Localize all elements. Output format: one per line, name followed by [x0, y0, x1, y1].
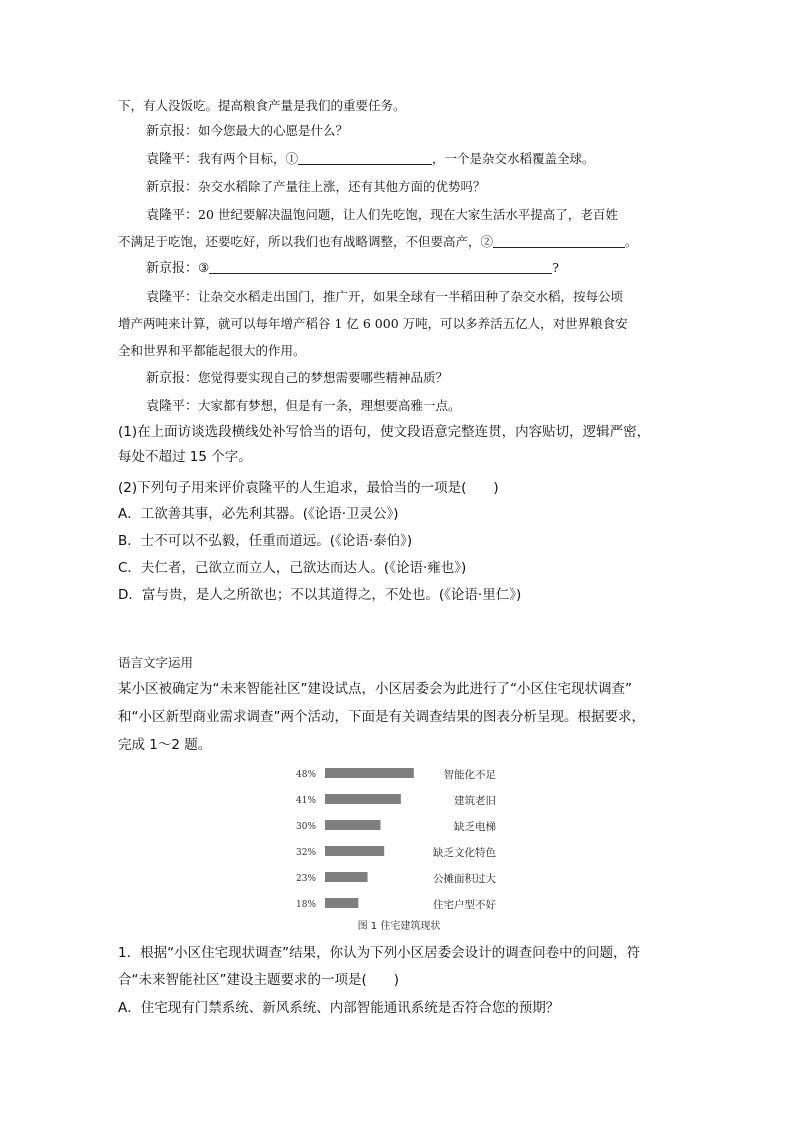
section-paragraph-line-3: 完成 1～2 题。 [118, 737, 212, 753]
bar-category-label: 建筑老旧 [454, 795, 496, 807]
interview-text: 不满足于吃饱，还要吃好，所以我们也有战略调整，不但要高产，② [118, 234, 494, 249]
speaker-label: 袁隆平： [146, 290, 199, 305]
bar-chart-svg [296, 762, 502, 940]
bar-category-label: 住宅户型不好 [433, 899, 496, 911]
interview-line-1: 下，有人没饭吃。提高粮食产量是我们的重要任务。 [118, 98, 406, 113]
bar-value-label: 23% [296, 874, 317, 884]
speaker-label: 袁隆平： [146, 208, 199, 223]
interview-text: ③ [198, 260, 210, 275]
bar-category-label: 公摊面积过大 [433, 873, 496, 885]
speaker-label: 新京报： [146, 371, 199, 386]
bar-value-label: 30% [296, 822, 317, 832]
bar-category-label: 缺乏文化特色 [433, 847, 496, 859]
bar [325, 820, 381, 830]
housing-status-chart [296, 762, 502, 940]
speaker-label: 新京报： [146, 261, 199, 276]
interview-text: ? [552, 260, 559, 275]
bar-category-label: 缺乏电梯 [454, 821, 496, 833]
answer-blank-2[interactable] [493, 233, 625, 248]
interview-line-2 [146, 121, 348, 142]
speaker-label: 袁隆平： [146, 399, 199, 414]
option-b[interactable]: B．士不可以不弘毅，任重而道远。(《论语·泰伯》) [118, 533, 413, 549]
question-1-line-2: 每处不超过 15 个字。 [118, 449, 252, 465]
question-q1-option-a[interactable]: A．住宅现有门禁系统、新风系统、内部智能通讯系统是否符合您的预期？ [118, 1000, 560, 1016]
interview-line-5 [146, 205, 618, 226]
interview-line-10: 全和世界和平都能起很大的作用。 [118, 343, 306, 358]
chart-caption: 图 1 住宅建筑现状 [357, 921, 441, 932]
answer-blank-1[interactable] [298, 150, 432, 165]
interview-line-11 [146, 368, 448, 389]
interview-text: 让杂交水稻走出国门，推广开，如果全球有一半稻田种了杂交水稻，按每公顷 [198, 289, 624, 304]
answer-blank-3[interactable] [209, 259, 552, 274]
bar-value-label: 18% [296, 900, 317, 910]
speaker-label: 新京报： [146, 180, 199, 195]
question-2-stem: (2)下列句子用来评价袁隆平的人生追求，最恰当的一项是( ) [118, 480, 499, 496]
section-paragraph-line-2: 和“小区新型商业需求调查”两个活动，下面是有关调查结果的图表分析呈现。根据要求， [118, 709, 645, 725]
interview-line-8 [146, 287, 623, 308]
bar [325, 846, 384, 856]
option-d[interactable]: D．富与贵，是人之所欲也；不以其道得之，不处也。(《论语·里仁》) [118, 587, 522, 603]
bar-category-label: 智能化不足 [443, 769, 496, 781]
interview-text: 我有两个目标，① [198, 151, 299, 166]
interview-text: ，一个是杂交水稻覆盖全球。 [432, 151, 595, 166]
option-a[interactable]: A．工欲善其事，必先利其器。(《论语·卫灵公》) [118, 506, 399, 522]
bar [325, 768, 414, 778]
interview-line-12 [146, 396, 461, 417]
question-q1-line-1: 1．根据“小区住宅现状调查”结果，你认为下列小区居委会设计的调查问卷中的问题，符 [118, 945, 641, 961]
question-q1-line-2: 合“未来智能社区”建设主题要求的一项是( ) [118, 972, 400, 988]
bar [325, 794, 401, 804]
interview-line-4 [146, 177, 486, 198]
bar-value-label: 41% [296, 796, 317, 806]
interview-text: 杂交水稻除了产量往上涨，还有其他方面的优势吗？ [198, 179, 486, 194]
option-c[interactable]: C．夫仁者，己欲立而立人，己欲达而达人。(《论语·雍也》) [118, 560, 467, 576]
section-paragraph-line-1: 某小区被确定为“未来智能社区”建设试点，小区居委会为此进行了“小区住宅现状调查” [118, 681, 632, 697]
interview-line-9: 增产两吨来计算，就可以每年增产稻谷 1 亿 6 000 万吨，可以多养活五亿人，对世界粮食安 [118, 316, 628, 331]
bar [325, 872, 368, 882]
interview-line-6 [118, 232, 638, 252]
interview-text: 如今您最大的心愿是什么？ [198, 123, 349, 138]
speaker-label: 新京报： [146, 124, 199, 139]
interview-text: 您觉得要实现自己的梦想需要哪些精神品质？ [198, 370, 449, 385]
bar-value-label: 48% [296, 770, 317, 780]
interview-text: 20 世纪要解决温饱问题，让人们先吃饱，现在大家生活水平提高了，老百姓 [198, 207, 618, 222]
interview-line-3 [146, 149, 595, 170]
question-1-line-1: (1)在上面访谈选段横线处补写恰当的语句，使文段语意完整连贯，内容贴切，逻辑严密， [118, 424, 651, 440]
bar-value-label: 32% [296, 848, 317, 858]
bar [325, 898, 358, 908]
interview-text: 大家都有梦想，但是有一条，理想要高雅一点。 [198, 398, 461, 413]
section-heading: 语言文字运用 [118, 655, 194, 670]
interview-line-7 [146, 258, 559, 279]
speaker-label: 袁隆平： [146, 152, 199, 167]
interview-text: 。 [625, 234, 638, 249]
